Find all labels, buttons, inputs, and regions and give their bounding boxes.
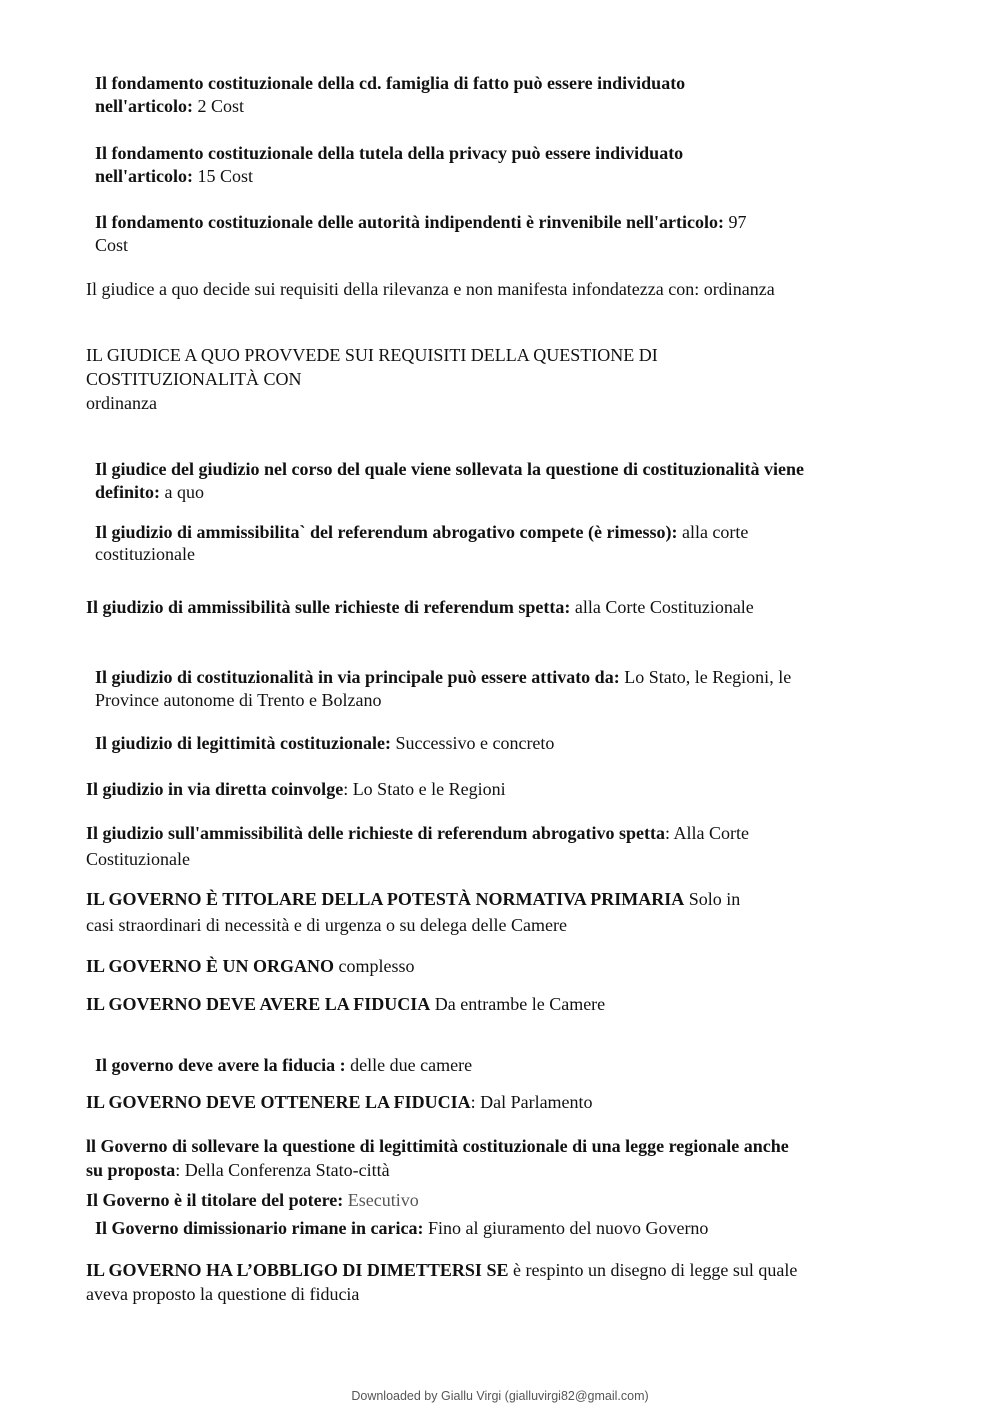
question: Il giudice del giudizio nel corso del quale viene sollevata la questione di costituzionalità viene definito: [95, 459, 805, 502]
question: Il fondamento costituzionale della cd. famiglia di fatto può essere individuato nell'articolo: [95, 73, 686, 116]
question: Il fondamento costituzionale della tutela della privacy può essere individuato nell'articolo: [95, 143, 684, 186]
question: IL GOVERNO È UN ORGANO [86, 956, 335, 976]
qa-item [86, 343, 658, 415]
answer: Fino al giuramento del nuovo Governo [427, 1218, 709, 1238]
qa-item [95, 666, 791, 712]
answer: Il giudice a quo decide sui requisiti della rilevanza e non manifesta infondatezza con: ordinanza [86, 279, 775, 299]
question: ll Governo di sollevare la questione di legittimità costituzionale di una legge regionale anche su proposta [86, 1136, 789, 1180]
answer: : Lo Stato e le Regioni [343, 779, 506, 799]
answer: a quo [164, 482, 204, 502]
question: IL GOVERNO È TITOLARE DELLA POTESTÀ NORMATIVA PRIMARIA [86, 889, 685, 909]
qa-item [95, 732, 554, 755]
qa-item [86, 1091, 593, 1114]
qa-item [95, 142, 683, 188]
download-footer: Downloaded by Giallu Virgi (gialluvirgi82@gmail.com) [351, 1389, 649, 1403]
answer: : Alla Corte Costituzionale [86, 823, 749, 869]
answer: IL GIUDICE A QUO PROVVEDE SUI REQUISITI DELLA QUESTIONE DI COSTITUZIONALITÀ CON ordinanza [86, 345, 658, 413]
question: IL GOVERNO HA L’OBBLIGO DI DIMETTERSI SE [86, 1260, 509, 1280]
answer: Esecutivo [347, 1190, 419, 1210]
qa-item [95, 521, 748, 565]
question: Il giudizio sull'ammissibilità delle richieste di referendum abrogativo spetta [86, 823, 665, 843]
question: Il giudizio in via diretta coinvolge [86, 779, 344, 799]
answer: Lo Stato, le Regioni, le Province autonome di Trento e Bolzano [95, 667, 792, 710]
qa-item [86, 886, 740, 938]
answer: Da entrambe le Camere [434, 994, 606, 1014]
answer: Solo in casi straordinari di necessità e di urgenza o su delega delle Camere [86, 889, 741, 935]
answer: : Dal Parlamento [470, 1092, 593, 1112]
qa-item [86, 993, 605, 1016]
qa-item [86, 820, 749, 872]
answer: 2 Cost [197, 96, 244, 116]
question: Il Governo è il titolare del potere: [86, 1190, 344, 1210]
question: IL GOVERNO DEVE OTTENERE LA FIDUCIA [86, 1092, 471, 1112]
qa-item [95, 458, 804, 504]
qa-item [86, 1134, 789, 1182]
question: Il fondamento costituzionale delle autorità indipendenti è rinvenibile nell'articolo: [95, 212, 724, 232]
qa-item [86, 278, 775, 301]
qa-item [86, 955, 415, 978]
question: Il governo deve avere la fiducia : [95, 1055, 346, 1075]
answer: Successivo e concreto [395, 733, 555, 753]
qa-item [86, 778, 506, 801]
qa-item [95, 211, 746, 257]
qa-item [86, 1189, 419, 1212]
answer: 97 Cost [95, 212, 747, 255]
question: Il giudizio di ammissibilita` del referendum abrogativo compete (è rimesso): [95, 522, 678, 542]
question: IL GOVERNO DEVE AVERE LA FIDUCIA [86, 994, 431, 1014]
question: Il giudizio di legittimità costituzionale: [95, 733, 391, 753]
question: Il giudizio di ammissibilità sulle richieste di referendum spetta: [86, 597, 571, 617]
qa-item [86, 1258, 797, 1306]
answer: alla corte costituzionale [95, 522, 749, 564]
answer: 15 Cost [197, 166, 253, 186]
qa-item [95, 1217, 708, 1240]
question: Il giudizio di costituzionalità in via principale può essere attivato da: [95, 667, 620, 687]
answer: delle due camere [350, 1055, 473, 1075]
answer: complesso [338, 956, 415, 976]
qa-item [95, 72, 685, 118]
answer: alla Corte Costituzionale [574, 597, 754, 617]
qa-item [95, 1054, 472, 1077]
answer: : Della Conferenza Stato-città [175, 1160, 390, 1180]
question: Il Governo dimissionario rimane in carica: [95, 1218, 424, 1238]
answer: è respinto un disegno di legge sul quale aveva proposto la questione di fiducia [86, 1260, 798, 1304]
qa-item [86, 596, 754, 619]
